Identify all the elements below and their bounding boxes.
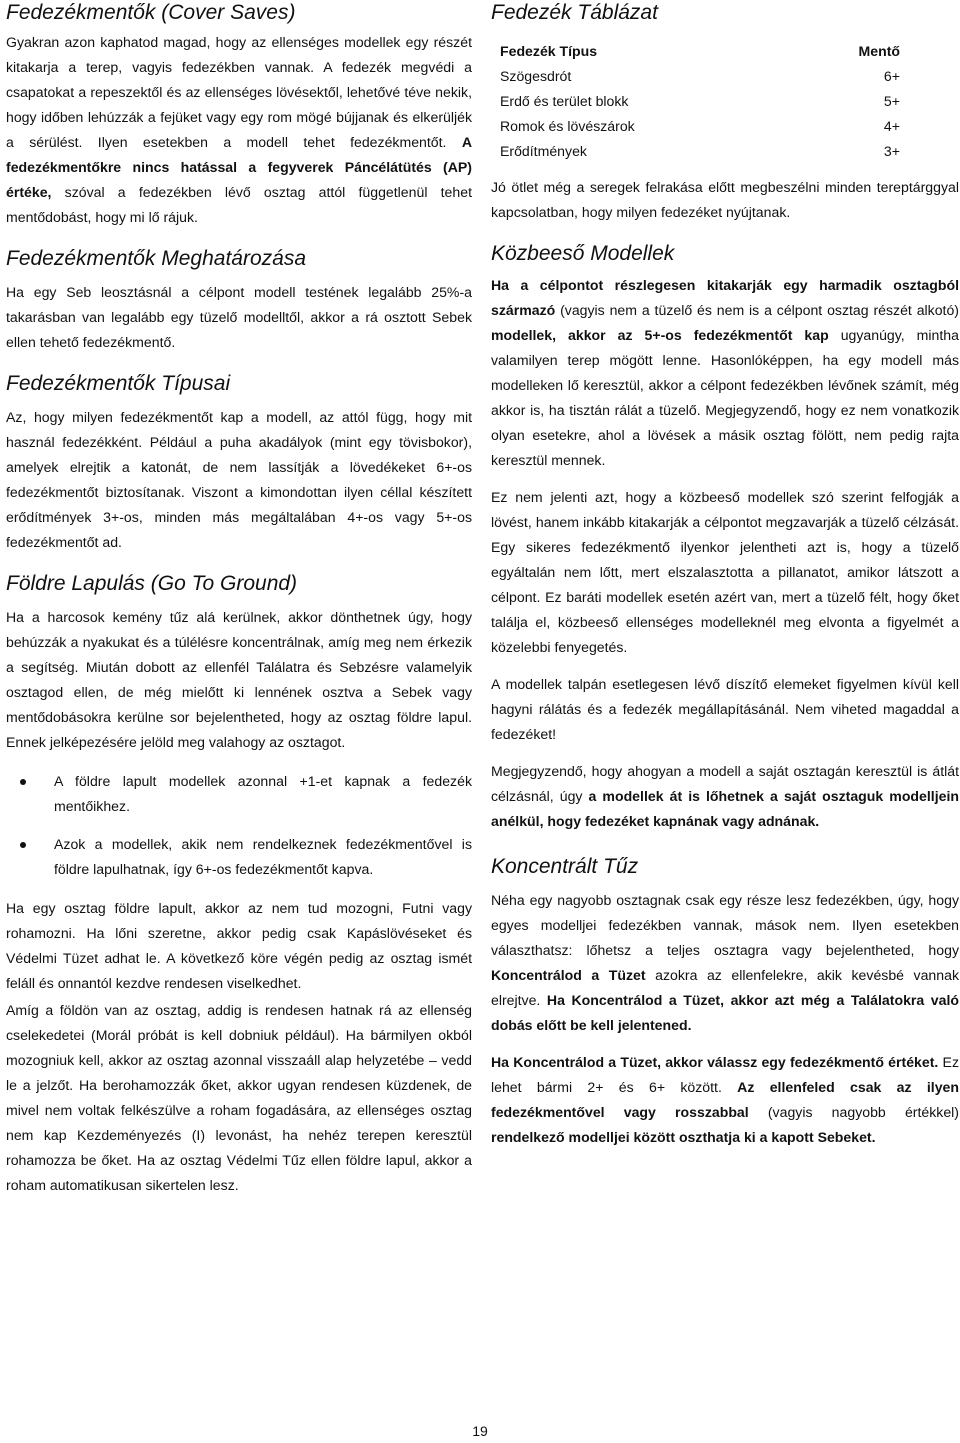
table-cell-save: 5+ (883, 92, 900, 109)
determination-heading: Fedezékmentők Meghatározása (6, 247, 306, 270)
focused-fire-p2-text-b: Ez lehet bármi 2+ és 6+ között. (491, 1054, 959, 1095)
table-row (500, 88, 900, 113)
cover-saves-text-c: szóval a fedezékben lévő osztag attól függetlenül tehet mentődobást, hogy mi lő rájuk. (6, 184, 472, 225)
table-cell-type: Szögesdrót (500, 67, 572, 84)
cover-saves-heading: Fedezékmentők (Cover Saves) (6, 1, 296, 24)
go-to-ground-bullet-list (6, 769, 472, 882)
go-to-ground-paragraph: Ha a harcosok kemény tűz alá kerülnek, akkor dönthetnek úgy, hogy behúzzák a nyakukat és a túlélésre koncentrálnak, amíg meg nem érkezik a segítség. Miután dobott az ellenfél Találatra és Sebzésre valamelyik osztagod ellen, de még mielőtt ki lennének osztva a Sebek vagy mentődobásokra kerülne sor bejelentheted, hogy az osztag földre lapul. Ennek jelképezésére jelöld meg valahogy az osztagot. (6, 609, 472, 750)
intervening-heading: Közbeeső Modellek (491, 242, 675, 265)
bullet-item: A földre lapult modellek azonnal +1-et kapnak a fedezék mentőikhez. (6, 769, 472, 819)
bullet-dot-icon (20, 779, 26, 785)
intervening-p4-bold: a modellek át is lőhetnek a saját osztaguk modelljein anélkül, hogy fedezéket kapnának vagy adnának. (491, 788, 959, 829)
types-heading: Fedezékmentők Típusai (6, 372, 231, 395)
table-cell-save: 6+ (883, 67, 900, 84)
focused-fire-bold-d: Ha Koncentrálod a Tüzet, akkor azt még a Találatokra való dobás előtt be kell jelentened. (491, 992, 960, 1033)
intervening-text-bold-a: Ha a célpontot részlegesen kitakarják egy harmadik osztagból származó (491, 277, 959, 318)
cover-saves-paragraph (6, 30, 472, 230)
focused-fire-paragraph (491, 888, 959, 1038)
table-row (500, 113, 900, 138)
table-header-row (500, 38, 900, 63)
intervening-text-d: ugyanúgy, mintha valamilyen terep mögött lenne. Hasonlóképpen, ha egy modell más modelleken lő keresztül, akkor a célpont fedezékben lévőnek számít, még akkor is, ha tisztán rálát a tüzelő. Megjegyzendő, hogy ez nem vonatkozik olyan esetekre, ahol a lövések a másik osztag fölött, nem pedig rajta keresztül mennek. (491, 327, 959, 468)
focused-fire-text-a: Néha egy nagyobb osztagnak csak egy része lesz fedezékben, úgy, hogy egyes modelljei fedezékben vannak, mások nem. Ilyen esetekben választhatsz: lőhetsz a teljes osztagra vagy bejelentheted, hogy (491, 892, 959, 958)
table-cell-save: 3+ (883, 142, 900, 159)
types-paragraph: Az, hogy milyen fedezékmentőt kap a modell, az attól függ, hogy mit használ fedezékként. Például a puha akadályok (mint egy tövisbokor), amelyek elrejtik a katonát, de nem lassítják a lövedékeket 6+-os fedezékmentőt biztosítanak. Viszont a kimondottan ilyen céllal készített erődítmények 3+-os, minden más megáltalában 4+-os vagy 5+-os fedezékmentőt ad. (6, 409, 472, 550)
bullet-dot-icon (20, 842, 26, 848)
right-column (491, 0, 959, 1150)
intervening-text-b: (vagyis nem a tüzelő és nem is a célpont osztag részét alkotó) (555, 302, 959, 318)
table-cell-type: Erődítmények (500, 142, 587, 159)
cover-table-note: Jó ötlet még a seregek felrakása előtt megbeszélni minden tereptárggyal kapcsolatban, hogy milyen fedezéket nyújtanak. (491, 179, 959, 220)
table-cell-save: 4+ (883, 117, 900, 134)
focused-fire-p2-text-d: (vagyis nagyobb értékkel) (748, 1104, 959, 1120)
cover-saves-text-a: Gyakran azon kaphatod magad, hogy az ellenséges modellek egy részét kitakarja a terep, vagyis fedezékben vannak. A fedezék megvédi a csapatokat a repeszektől és az ellenséges lövésektől, lehetővé téve nekik, hogy időben lehúzzák a fejüket vagy egy rom mögé bújjanak és elkerüljék a sérülést. Ilyen esetekben a modell tehet fedezékmentőt. (6, 34, 472, 150)
table-header-save: Mentő (858, 42, 900, 59)
focused-fire-p2-bold-c: Az ellenfeled csak az ilyen fedezékmentővel vagy rosszabbal (491, 1079, 959, 1120)
intervening-paragraph-3: A modellek talpán esetlegesen lévő díszítő elemeket figyelmen kívül kell hagyni rálátás és a fedezék megállapításánál. Nem viheted magaddal a fedezéket! (491, 676, 959, 742)
focused-fire-p2-bold-a: Ha Koncentrálod a Tüzet, akkor válassz egy fedezékmentő értéket. (491, 1054, 939, 1070)
bullet-item: Azok a modellek, akik nem rendelkeznek fedezékmentővel is földre lapulhatnak, így 6+-os fedezékmentőt kapva. (6, 832, 472, 882)
table-row (500, 63, 900, 88)
table-cell-type: Romok és lövészárok (500, 117, 635, 134)
go-to-ground-paragraph-2: Ha egy osztag földre lapult, akkor az nem tud mozogni, Futni vagy rohamozni. Ha lőni szeretne, akkor pedig csak Kapáslövéseket és Védelmi Tüzet adhat le. A következő köre végén pedig az osztag ismét feláll és onnantól kezdve rendesen viselkedhet. (6, 900, 472, 991)
focused-fire-heading: Koncentrált Tűz (491, 855, 639, 878)
table-row (500, 138, 900, 163)
determination-paragraph: Ha egy Seb leosztásnál a célpont modell testének legalább 25%-a takarásban van legalább egy tüzelő modelltől, akkor a rá osztott Sebek ellen tehető fedezékmentő. (6, 284, 472, 350)
focused-fire-bold-b: Koncentrálod a Tüzet (491, 967, 646, 983)
intervening-paragraph-2: Ez nem jelenti azt, hogy a közbeeső modellek szó szerint felfogják a lövést, hanem inkább kitakarják a célpontot megzavarják a tüzelő célzását. Egy sikeres fedezékmentő ilyenkor jelentheti azt is, hogy a tüzelő egyáltalán nem lőtt, mert elszalasztotta a pillanatot, amikor látszott a célpont. Ez baráti modellek esetén azért van, mert a tüzelő félt, hogy őket találja el, közbeeső ellenséges modelleknél meg elvonta a figyelmét a közelebbi fenyegetés. (491, 489, 959, 655)
cover-table (500, 38, 900, 163)
intervening-paragraph-4 (491, 759, 959, 834)
page-number: 19 (472, 1423, 488, 1439)
intervening-p4-text: Megjegyzendő, hogy ahogyan a modell a saját osztagán keresztül is átlát célzásnál, úgy (491, 763, 959, 804)
go-to-ground-heading: Földre Lapulás (Go To Ground) (6, 572, 298, 595)
intervening-text-bold-c: modellek, akkor az 5+-os fedezékmentőt kap (491, 327, 829, 343)
table-cell-type: Erdő és terület blokk (500, 92, 629, 109)
intervening-paragraph (491, 273, 959, 473)
cover-table-heading: Fedezék Táblázat (491, 1, 658, 24)
focused-fire-paragraph-2 (491, 1050, 959, 1150)
go-to-ground-paragraph-3: Amíg a földön van az osztag, addig is rendesen hatnak rá az ellenség cselekedetei (Morál próbát is kell dobniuk például). Ha bármilyen okból mozogniuk kell, akkor az osztag azonnal visszaáll alap helyzetébe – vedd le a jelzőt. Ha berohamozzák őket, akkor ugyan rendesen küzdenek, de mivel nem voltak felkészülve a roham fogadására, az ellenséges osztag nem kap Kezdeményezés (I) levonást, ha nehéz terepen keresztül rohamozza be őket. Ha az osztag Védelmi Tűz ellen földre lapul, akkor a roham automatikusan sikertelen lesz. (6, 1002, 472, 1193)
cover-saves-text-bold: A fedezékmentőkre nincs hatással a fegyverek Páncélátütés (AP) értéke, (6, 134, 472, 200)
left-column (6, 0, 472, 1198)
table-header-type: Fedezék Típus (500, 42, 598, 59)
focused-fire-p2-bold-e: rendelkező modelljei között oszthatja ki a kapott Sebeket. (491, 1129, 876, 1145)
focused-fire-text-c: azokra az ellenfelekre, akik kevésbé vannak elrejtve. (491, 967, 959, 1008)
